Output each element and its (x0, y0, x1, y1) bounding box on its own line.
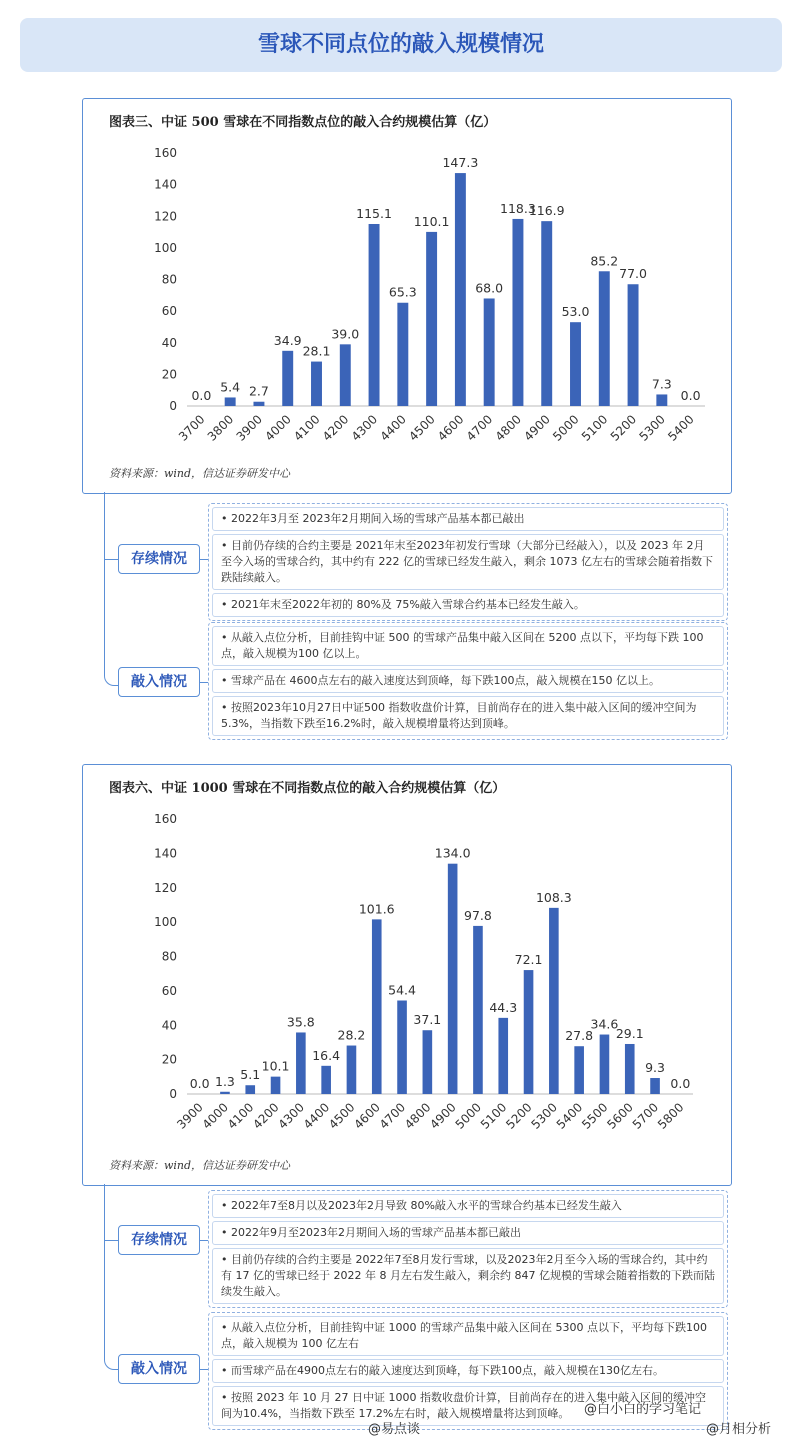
bar (321, 1066, 331, 1094)
data-label: 5.4 (220, 379, 241, 395)
bar (448, 864, 458, 1094)
watermark: @易点谈 (368, 1422, 421, 1437)
bullet-item: • 按照 2023 年 10 月 27 日中证 1000 指数收盘价计算，目前尚存在的进入集中敲入区间的缓冲空间为10.4%，当指数下跌至 17.2%左右时，敲入规模增量将达到顶峰。 (212, 1386, 724, 1426)
data-label: 65.3 (388, 284, 417, 300)
bar (484, 298, 495, 406)
x-tick-label: 4500 (406, 412, 438, 444)
x-tick-label: 4400 (377, 412, 409, 444)
bar (372, 919, 382, 1094)
bar (524, 970, 534, 1094)
data-label: 115.1 (356, 205, 392, 221)
data-label: 5.1 (240, 1067, 261, 1083)
x-tick-label: 5300 (528, 1100, 560, 1132)
chart-card-csi1000 (82, 764, 732, 1186)
connector-line (104, 559, 118, 560)
data-label: 0.0 (191, 388, 212, 403)
data-label: 29.1 (615, 1025, 644, 1041)
connector-line (104, 492, 119, 686)
connector-line (199, 682, 208, 683)
data-label: 77.0 (619, 266, 647, 282)
data-label: 16.4 (312, 1047, 341, 1063)
data-label: 118.3 (500, 200, 536, 216)
chart-source: 资料来源：wind，信达证券研发中心 (109, 1159, 291, 1172)
bar (650, 1078, 660, 1094)
x-tick-label: 5800 (654, 1100, 687, 1132)
x-tick-label: 4300 (275, 1100, 307, 1132)
x-tick-label: 5400 (553, 1100, 586, 1132)
y-tick-label: 120 (154, 880, 177, 895)
bullet-item: • 2022年7至8月以及2023年2月导致 80%敲入水平的雪球合约基本已经发生敲入 (212, 1194, 724, 1218)
x-tick-label: 5200 (607, 412, 640, 444)
page-title: 雪球不同点位的敲入规模情况 (20, 18, 782, 72)
x-tick-label: 5500 (579, 1100, 611, 1132)
x-tick-label: 4100 (224, 1100, 257, 1132)
bullet-item: • 2022年3月至 2023年2月期间入场的雪球产品基本都已敲出 (212, 507, 724, 531)
watermark: @月相分析 (706, 1422, 772, 1437)
chart-csi500 (83, 139, 731, 479)
data-label: 10.1 (261, 1058, 290, 1074)
x-tick-label: 4600 (351, 1100, 383, 1132)
bullet-group (208, 503, 728, 621)
bar (570, 322, 581, 406)
y-tick-label: 60 (161, 304, 177, 319)
x-tick-label: 3900 (174, 1100, 206, 1132)
x-tick-label: 5200 (503, 1100, 535, 1132)
y-tick-label: 140 (154, 846, 177, 861)
data-label: 53.0 (561, 304, 590, 320)
connector-line (104, 1184, 119, 1370)
x-tick-label: 5100 (578, 412, 611, 444)
x-tick-label: 4500 (326, 1100, 358, 1132)
data-label: 134.0 (434, 845, 471, 861)
data-label: 1.3 (215, 1073, 235, 1089)
bar (599, 271, 610, 406)
x-tick-label: 5000 (452, 1100, 485, 1132)
bar (220, 1092, 230, 1094)
y-tick-label: 40 (161, 335, 177, 350)
bar (397, 303, 408, 406)
x-tick-label: 5000 (550, 412, 582, 444)
x-tick-label: 4100 (291, 412, 323, 444)
bar (271, 1077, 281, 1094)
bar (512, 219, 523, 406)
x-tick-label: 4800 (401, 1100, 434, 1132)
x-tick-label: 4600 (435, 412, 467, 444)
bar (426, 232, 437, 406)
bar (656, 394, 667, 406)
y-tick-label: 120 (154, 209, 177, 224)
bullet-item: • 雪球产品在 4600点左右的敲入速度达到顶峰，每下跌100点，敲入规模在150 亿以上。 (212, 669, 724, 693)
chart-csi1000 (83, 801, 731, 1151)
category-label-existing: 存续情况 (118, 544, 200, 574)
data-label: 34.6 (590, 1016, 619, 1032)
y-tick-label: 0 (169, 399, 177, 413)
bar (541, 221, 552, 406)
bullet-item: • 按照2023年10月27日中证500 指数收盘价计算，目前尚存在的进入集中敲入区间的缓冲空间为5.3%，当指数下跌至16.2%时，敲入规模增量将达到顶峰。 (212, 696, 724, 736)
x-tick-label: 3800 (204, 412, 237, 444)
connector-line (104, 1240, 118, 1241)
bar (282, 351, 293, 406)
bar (600, 1035, 610, 1094)
y-tick-label: 80 (161, 949, 177, 964)
y-tick-label: 160 (154, 812, 177, 826)
y-tick-label: 100 (154, 915, 177, 930)
bullet-item: • 目前仍存续的合约主要是 2021年末至2023年初发行雪球（大部分已经敲入），以及 2023 年 2月至今入场的雪球合约，其中约有 222 亿的雪球已经发生敲入，剩余 1073 亿左右的雪球会随着指数下跌陆续敲入。 (212, 534, 724, 590)
x-tick-label: 5400 (665, 412, 697, 444)
x-tick-label: 5100 (477, 1100, 510, 1132)
bar (455, 173, 466, 406)
data-label: 97.8 (464, 907, 492, 923)
data-label: 28.1 (302, 343, 331, 359)
bullet-item: • 2022年9月至2023年2月期间入场的雪球产品基本都已敲出 (212, 1221, 724, 1245)
x-tick-label: 4000 (199, 1100, 232, 1132)
data-label: 35.8 (286, 1014, 315, 1030)
data-label: 0.0 (680, 388, 701, 403)
y-tick-label: 140 (154, 177, 177, 192)
x-tick-label: 4300 (348, 412, 381, 444)
chart-source: 资料来源：wind，信达证券研发中心 (109, 467, 291, 480)
bar (245, 1085, 255, 1094)
data-label: 37.1 (413, 1012, 442, 1028)
data-label: 72.1 (514, 952, 543, 968)
bullet-item: • 从敲入点位分析，目前挂钩中证 1000 的雪球产品集中敲入区间在 5300 点以下，平均每下跌100 点，敲入规模为 100 亿左右 (212, 1316, 724, 1356)
bullet-group (208, 622, 728, 740)
data-label: 54.4 (388, 982, 416, 998)
y-tick-label: 160 (154, 146, 177, 160)
chart-title: 图表三、中证 500 雪球在不同指数点位的敲入合约规模估算（亿） (109, 115, 497, 130)
bar (225, 397, 236, 406)
bullet-group (208, 1190, 728, 1308)
watermark: @白小白的学习笔记 (584, 1402, 702, 1417)
bar (628, 284, 639, 406)
bar (423, 1030, 433, 1094)
bar (549, 908, 559, 1094)
x-tick-label: 5700 (629, 1100, 662, 1132)
y-tick-label: 0 (169, 1087, 177, 1101)
chart-title: 图表六、中证 1000 雪球在不同指数点位的敲入合约规模估算（亿） (109, 781, 506, 796)
data-label: 116.9 (528, 203, 565, 219)
connector-line (199, 1240, 208, 1241)
x-tick-label: 5300 (636, 412, 668, 444)
bar (347, 1046, 357, 1094)
bar (296, 1032, 306, 1094)
x-tick-label: 3700 (176, 412, 208, 444)
x-tick-label: 4800 (492, 412, 525, 444)
bar (498, 1018, 508, 1094)
x-tick-label: 4700 (463, 412, 496, 444)
data-label: 108.3 (535, 889, 572, 905)
connector-line (199, 1369, 208, 1370)
x-tick-label: 4200 (319, 412, 352, 444)
data-label: 68.0 (475, 280, 504, 296)
bar (311, 362, 322, 406)
x-tick-label: 4200 (250, 1100, 282, 1132)
data-label: 0.0 (189, 1076, 210, 1091)
x-tick-label: 4900 (521, 412, 553, 444)
chart-card-csi500 (82, 98, 732, 494)
bullet-item: • 而雪球产品在4900点左右的敲入速度达到顶峰，每下跌100点，敲入规模在130亿左右。 (212, 1359, 724, 1383)
y-tick-label: 40 (161, 1018, 177, 1033)
bar (397, 1001, 407, 1095)
y-tick-label: 60 (161, 983, 177, 998)
bar (369, 224, 380, 406)
connector-line (199, 559, 208, 560)
bar (253, 402, 264, 406)
y-tick-label: 20 (161, 367, 177, 382)
bullet-item: • 从敲入点位分析，目前挂钩中证 500 的雪球产品集中敲入区间在 5200 点以下，平均每下跌 100点，敲入规模为100 亿以上。 (212, 626, 724, 666)
data-label: 147.3 (442, 155, 479, 171)
bar (340, 344, 351, 406)
bullet-item: • 目前仍存续的合约主要是 2022年7至8月发行雪球，以及2023年2月至今入场的雪球合约，其中约有 17 亿的雪球已经于 2022 年 8 月左右发生敲入，剩余约 847 亿规模的雪球会随着指数的下跌而陆续发生敲入。 (212, 1248, 724, 1304)
bullet-item: • 2021年末至2022年初的 80%及 75%敲入雪球合约基本已经发生敲入。 (212, 593, 724, 617)
data-label: 39.0 (331, 326, 360, 342)
data-label: 85.2 (590, 253, 619, 269)
data-label: 0.0 (670, 1076, 691, 1091)
category-label-knockin: 敲入情况 (118, 1354, 200, 1384)
x-tick-label: 4900 (427, 1100, 459, 1132)
category-label-knockin: 敲入情况 (118, 667, 200, 697)
y-tick-label: 20 (161, 1052, 177, 1067)
data-label: 28.2 (337, 1027, 366, 1043)
x-tick-label: 5600 (604, 1100, 636, 1132)
data-label: 27.8 (565, 1028, 594, 1044)
data-label: 2.7 (248, 383, 269, 399)
x-tick-label: 4700 (376, 1100, 409, 1132)
y-tick-label: 100 (154, 240, 177, 255)
x-tick-label: 3900 (233, 412, 266, 444)
bar (574, 1046, 584, 1094)
data-label: 110.1 (413, 213, 450, 229)
data-label: 9.3 (645, 1060, 665, 1076)
x-tick-label: 4000 (262, 412, 294, 444)
data-label: 7.3 (651, 376, 672, 392)
category-label-existing: 存续情况 (118, 1225, 200, 1255)
y-tick-label: 80 (161, 272, 177, 287)
data-label: 44.3 (489, 999, 518, 1015)
bar (473, 926, 483, 1094)
bar (625, 1044, 635, 1094)
x-tick-label: 4400 (300, 1100, 333, 1132)
data-label: 34.9 (273, 332, 302, 348)
data-label: 101.6 (358, 901, 395, 917)
